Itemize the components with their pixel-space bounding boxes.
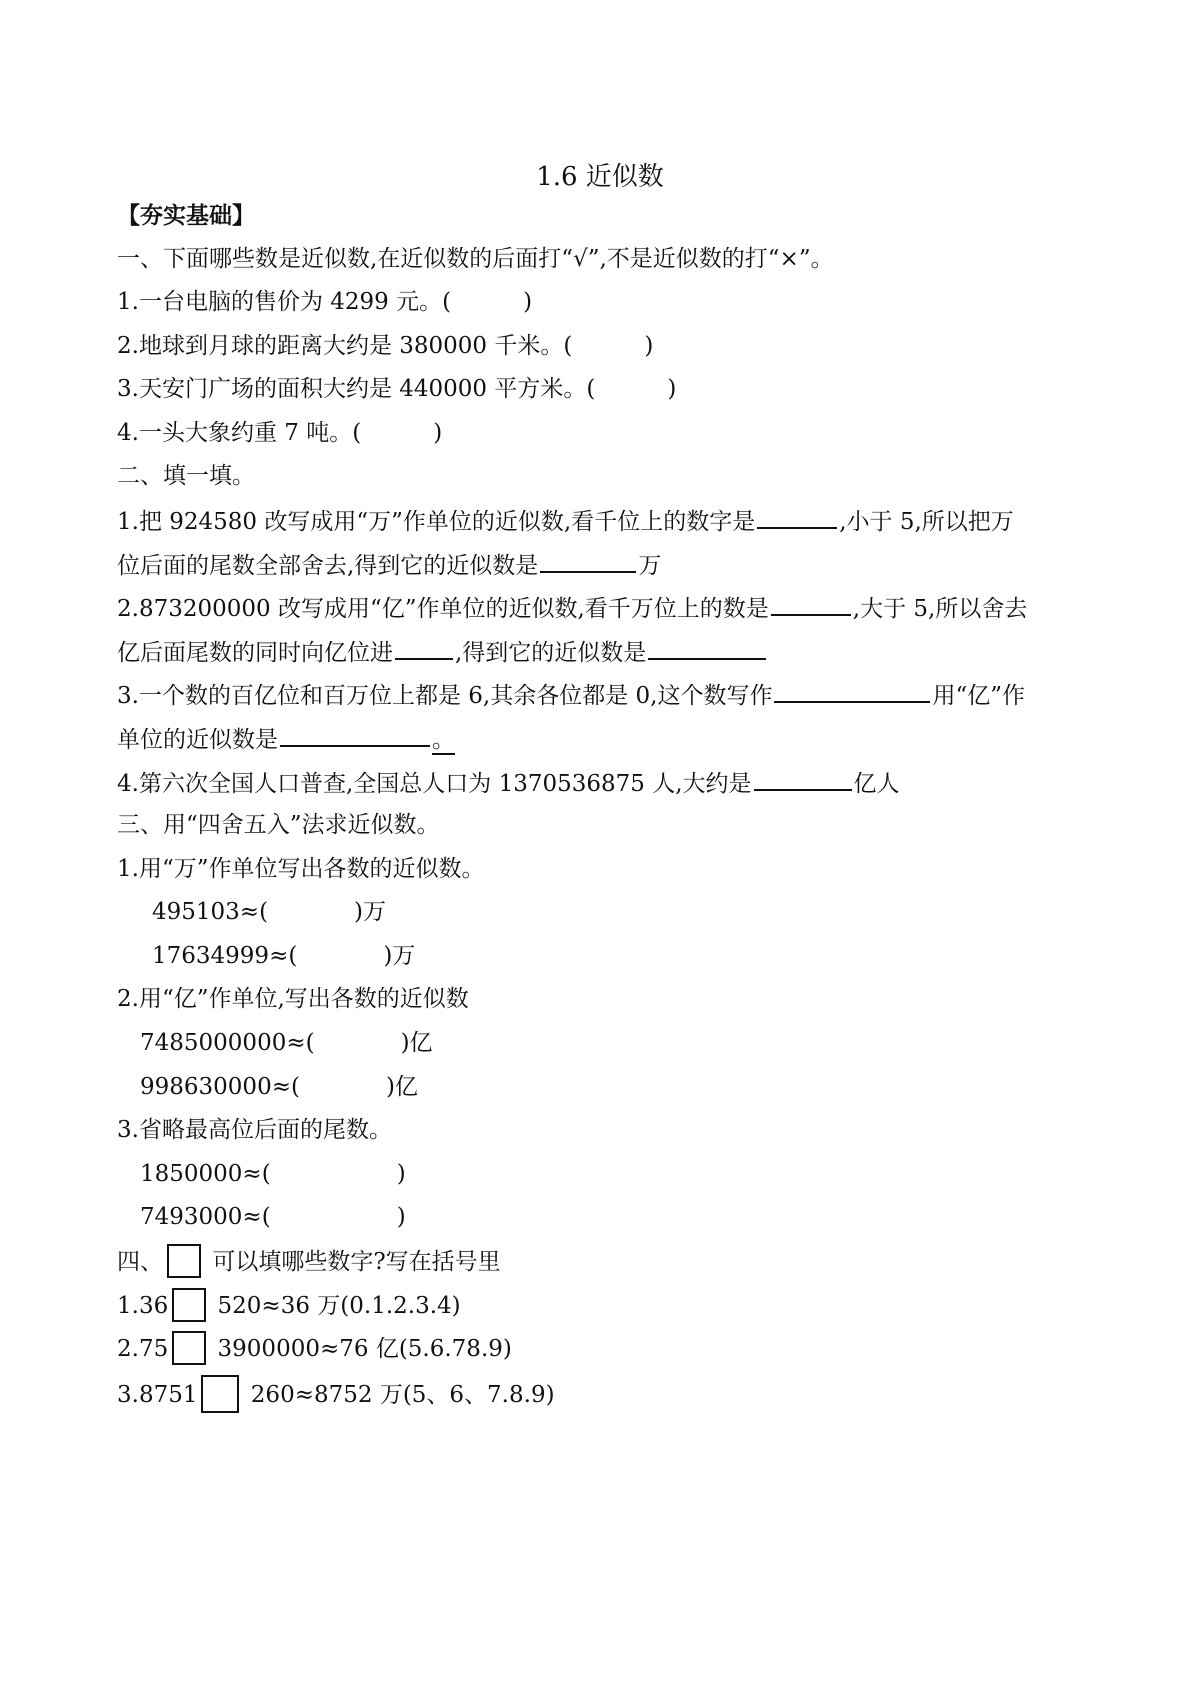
fill-blank[interactable]	[757, 505, 837, 529]
text: ,大于 5,所以舍去	[852, 596, 1028, 622]
q2-item-2-line-2	[117, 636, 768, 668]
fill-blank[interactable]	[754, 767, 852, 791]
close-paren: )	[667, 376, 677, 402]
text: )万	[354, 899, 387, 925]
q4-item-1	[117, 1290, 461, 1324]
text: 3.8751	[117, 1382, 198, 1408]
digit-box[interactable]	[172, 1331, 206, 1365]
q1-item-1-text: 1.一台电脑的售价为 4299 元。(	[117, 289, 452, 315]
text: 1.把 924580 改写成用“万”作单位的近似数,看千位上的数字是	[117, 509, 756, 535]
fill-blank[interactable]	[774, 679, 930, 703]
text: 4.第六次全国人口普查,全国总人口为 1370536875 人,大约是	[117, 771, 752, 797]
q1-item-2-text: 2.地球到月球的距离大约是 380000 千米。(	[117, 333, 573, 359]
text: 7493000≈(	[140, 1204, 271, 1230]
text: ,得到它的近似数是	[455, 640, 647, 666]
text: )亿	[385, 1074, 418, 1100]
fill-blank[interactable]	[540, 549, 636, 573]
q3-sub-3-row-2	[140, 1202, 406, 1232]
q1-item-3-text: 3.天安门广场的面积大约是 440000 平方米。(	[117, 376, 596, 402]
close-paren: )	[433, 420, 443, 446]
text: 2.75	[117, 1336, 169, 1362]
text: 998630000≈(	[140, 1074, 300, 1100]
page-title: 1.6 近似数	[536, 162, 664, 192]
text: 3900000≈76 亿(5.6.78.9)	[217, 1336, 512, 1362]
q3-sub-1-row-1	[152, 897, 386, 927]
q3-sub-2-row-2	[140, 1072, 418, 1102]
text: )万	[383, 943, 416, 969]
text: 495103≈(	[152, 899, 269, 925]
text: )亿	[400, 1030, 433, 1056]
text: 7485000000≈(	[140, 1030, 315, 1056]
q2-item-1-line-1	[117, 505, 1014, 537]
q4-item-2	[117, 1333, 512, 1367]
q4-heading	[117, 1246, 501, 1280]
fill-blank[interactable]	[395, 636, 453, 660]
text: ,小于 5,所以把万	[839, 509, 1014, 535]
q2-item-3-line-1	[117, 679, 1025, 711]
close-paren: )	[644, 333, 654, 359]
text: 四、	[117, 1249, 163, 1275]
section-label: 【夯实基础】	[117, 203, 255, 229]
text: 520≈36 万(0.1.2.3.4)	[217, 1293, 461, 1319]
q3-sub-1-label: 1.用“万”作单位写出各数的近似数。	[117, 856, 485, 882]
fill-blank[interactable]	[648, 636, 766, 660]
q2-item-3-line-2	[117, 723, 455, 755]
text: 。	[432, 727, 455, 753]
fill-blank[interactable]	[280, 723, 430, 747]
q4-item-3	[117, 1377, 555, 1415]
text: 260≈8752 万(5、6、7.8.9)	[250, 1382, 555, 1408]
q1-item-1	[117, 287, 532, 317]
text: )	[396, 1204, 406, 1230]
text: 用“亿”作	[932, 683, 1025, 709]
q3-sub-1-row-2	[152, 941, 415, 971]
q1-item-4-text: 4.一头大象约重 7 吨。(	[117, 420, 362, 446]
q2-item-4	[117, 767, 900, 799]
square-box-icon	[167, 1244, 201, 1278]
text: 单位的近似数是	[117, 727, 278, 753]
q3-heading: 三、用“四舍五入”法求近似数。	[117, 812, 440, 838]
text: )	[396, 1161, 406, 1187]
close-paren: )	[523, 289, 533, 315]
q3-sub-3-label: 3.省略最高位后面的尾数。	[117, 1117, 392, 1143]
q3-sub-3-row-1	[140, 1159, 406, 1189]
q1-item-3	[117, 374, 676, 404]
q1-item-4	[117, 418, 442, 448]
text: 3.一个数的百亿位和百万位上都是 6,其余各位都是 0,这个数写作	[117, 683, 773, 709]
fill-blank[interactable]	[771, 592, 851, 616]
digit-box[interactable]	[201, 1375, 239, 1413]
text: 亿后面尾数的同时向亿位进	[117, 640, 393, 666]
q1-item-2	[117, 331, 653, 361]
text: 2.873200000 改写成用“亿”作单位的近似数,看千万位上的数是	[117, 596, 769, 622]
text: 位后面的尾数全部舍去,得到它的近似数是	[117, 553, 539, 579]
q2-heading: 二、填一填。	[117, 463, 255, 489]
q1-heading: 一、下面哪些数是近似数,在近似数的后面打“√”,不是近似数的打“×”。	[117, 246, 834, 272]
q2-item-1-line-2	[117, 549, 661, 581]
q3-sub-2-label: 2.用“亿”作单位,写出各数的近似数	[117, 986, 469, 1012]
q2-item-2-line-1	[117, 592, 1027, 624]
text: 万	[638, 553, 662, 579]
digit-box[interactable]	[172, 1288, 206, 1322]
text: 17634999≈(	[152, 943, 298, 969]
q3-sub-2-row-1	[140, 1028, 433, 1058]
text: 亿人	[853, 771, 900, 797]
text: 1.36	[117, 1293, 169, 1319]
text: 可以填哪些数字?写在括号里	[212, 1249, 501, 1275]
text: 1850000≈(	[140, 1161, 271, 1187]
